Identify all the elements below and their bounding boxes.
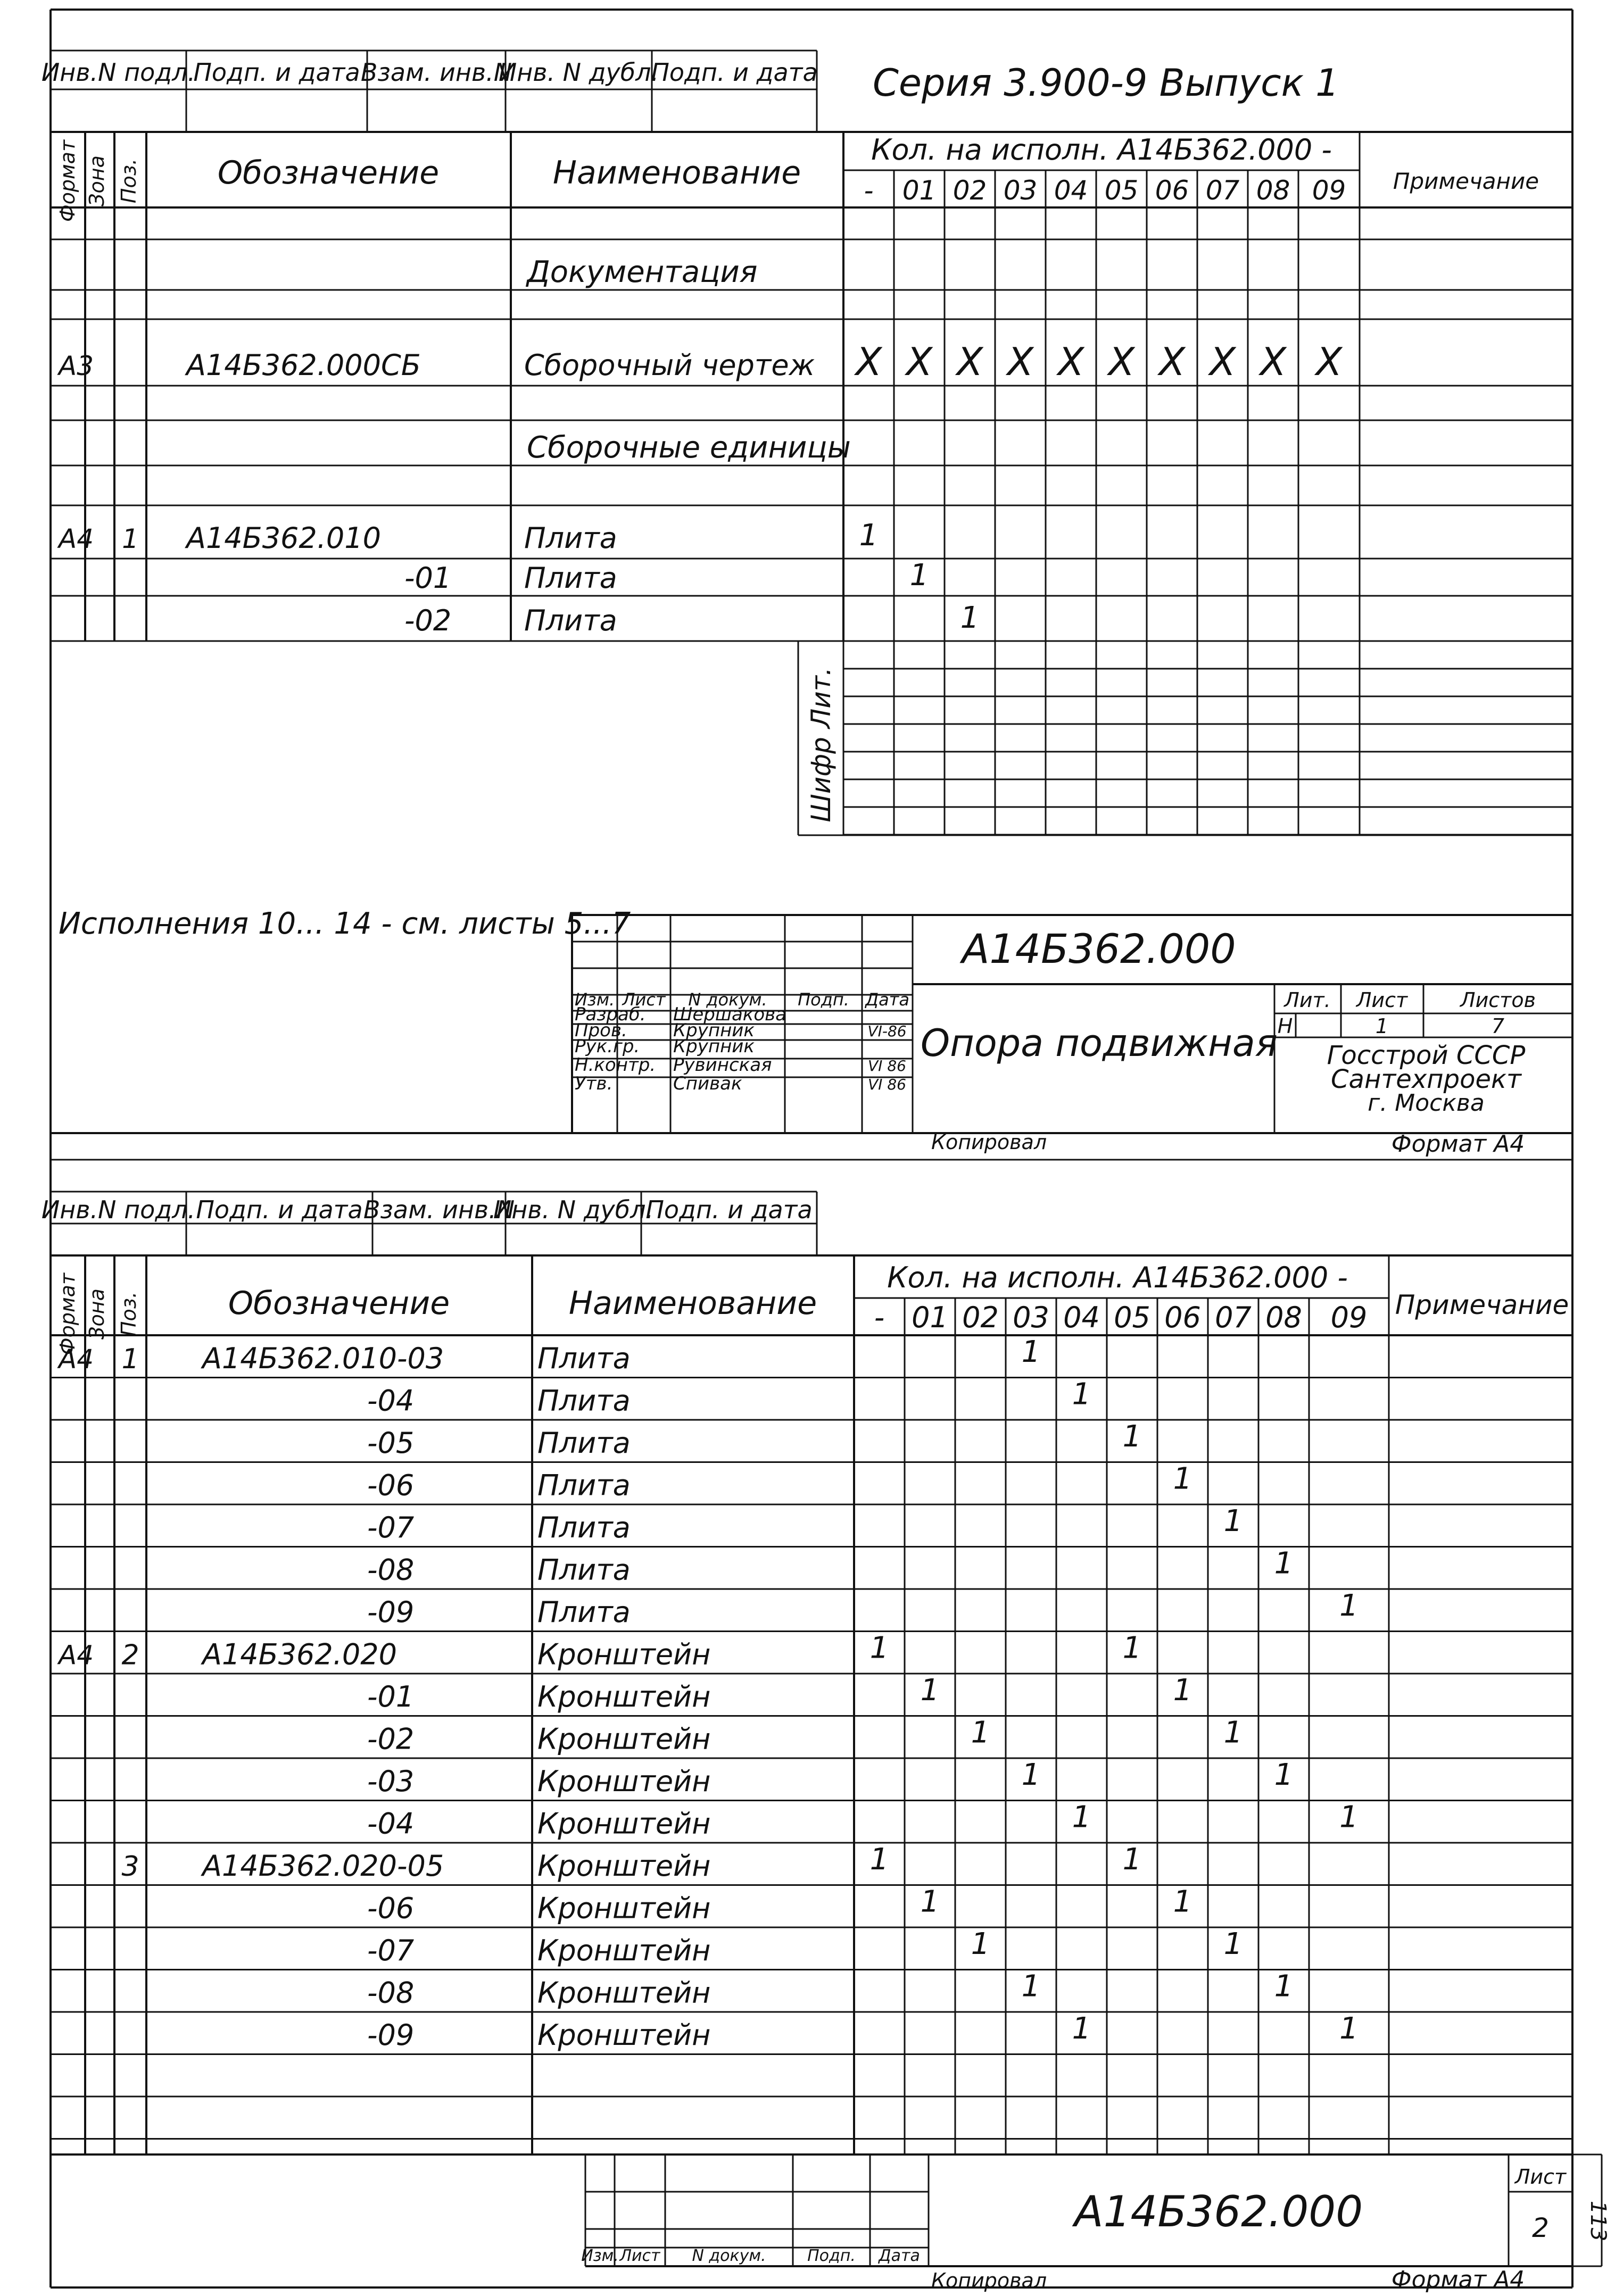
qty-mark: 1 xyxy=(1274,1546,1294,1581)
note-header: Примечание xyxy=(1395,1290,1569,1320)
row-designation: А14Б362.020-05 xyxy=(202,1849,444,1883)
row-designation: -01 xyxy=(367,1680,415,1713)
variant-header-5: 05 xyxy=(1114,1301,1150,1334)
row-designation: -08 xyxy=(367,1976,415,2010)
row-format: А3 xyxy=(59,351,94,381)
section-documentation: Документация xyxy=(527,255,758,289)
qty-mark: 1 xyxy=(1122,1631,1142,1666)
title-person: Спивак xyxy=(673,1073,742,1094)
format-header: Формат xyxy=(56,1272,79,1355)
sheet-value: 1 xyxy=(1375,1014,1389,1038)
variant-header-9: 09 xyxy=(1330,1301,1368,1334)
pos-header: Поз. xyxy=(117,158,140,204)
row-name: Плита xyxy=(537,1595,631,1629)
qty-mark: 1 xyxy=(1223,1927,1243,1961)
variant-header-2: 02 xyxy=(953,175,987,206)
title-role: Утв. xyxy=(575,1073,613,1094)
row-designation: -07 xyxy=(367,1511,415,1544)
qty-mark: X xyxy=(1007,339,1034,384)
row-designation: -08 xyxy=(367,1553,415,1587)
title-col-header: Дата xyxy=(865,989,909,1010)
qty-mark: X xyxy=(906,339,933,384)
row-format: А4 xyxy=(59,1344,94,1375)
qty-mark: 1 xyxy=(1072,1800,1091,1835)
qty-mark: 1 xyxy=(1223,1715,1243,1750)
copied-label: Копировал xyxy=(931,1130,1047,1154)
bottom-col-header: Подп. xyxy=(807,2247,856,2265)
row-designation: -09 xyxy=(367,1595,415,1629)
title-col-header: Изм. xyxy=(574,989,615,1010)
row-pos: 1 xyxy=(122,523,139,554)
row-name: Плита xyxy=(524,604,617,637)
qty-mark: 1 xyxy=(1274,1969,1294,2004)
row-designation: -02 xyxy=(404,604,452,637)
qty-mark: X xyxy=(956,339,983,384)
bottom-col-header: Дата xyxy=(879,2247,920,2265)
bottom-col-header: Изм. xyxy=(581,2247,619,2265)
qty-mark: 1 xyxy=(1021,1969,1041,2004)
title-col-header: N докум. xyxy=(688,989,767,1010)
zone-header: Зона xyxy=(85,155,109,206)
qty-mark: 1 xyxy=(1339,2011,1359,2046)
format-header: Формат xyxy=(56,139,79,222)
doc-number: А14Б362.000 xyxy=(962,925,1236,972)
qty-mark: X xyxy=(855,339,882,384)
row-format: А4 xyxy=(59,1640,94,1671)
sheet-label: Лист xyxy=(1356,988,1408,1012)
row-name: Плита xyxy=(537,1468,631,1502)
note-header: Примечание xyxy=(1393,168,1539,194)
variant-header-3: 03 xyxy=(1013,1301,1049,1334)
sheet-texts xyxy=(42,58,1610,2293)
variant-header-6: 06 xyxy=(1155,175,1189,206)
bottom-sheet-label: Лист xyxy=(1514,2165,1567,2189)
bottom-sheet-value: 2 xyxy=(1532,2212,1549,2243)
title-person: Шершакова xyxy=(673,1004,787,1025)
qty-mark: 1 xyxy=(920,1673,940,1708)
doc-title: Опора подвижная xyxy=(921,1021,1278,1065)
stamp-top-cell: Подп. и дата xyxy=(645,1195,813,1224)
qty-mark: 1 xyxy=(1021,1335,1041,1369)
variant-header-9: 09 xyxy=(1312,175,1346,206)
stamp-top-cell: Инв.N подл. xyxy=(41,58,196,87)
qty-mark: X xyxy=(1158,339,1186,384)
row-designation: -05 xyxy=(367,1426,415,1460)
row-designation: -09 xyxy=(367,2018,415,2052)
row-designation: -04 xyxy=(367,1807,415,1841)
row-name: Кронштейн xyxy=(537,1976,711,2010)
margin-page-number: 113 xyxy=(1586,2200,1610,2242)
qty-mark: 1 xyxy=(920,1884,940,1919)
row-designation: -06 xyxy=(367,1891,415,1925)
stamp-top-cell: Взам. инв.N xyxy=(363,1195,515,1224)
row-designation: -04 xyxy=(367,1384,415,1418)
title-person: Крупник xyxy=(673,1020,755,1041)
title-col-header: Подп. xyxy=(798,989,849,1010)
variant-header-0: - xyxy=(874,1301,885,1334)
row-designation: -02 xyxy=(367,1722,415,1756)
qty-mark: X xyxy=(1315,339,1343,384)
qty-mark: 1 xyxy=(1223,1504,1243,1538)
row-designation: А14Б362.010-03 xyxy=(202,1342,444,1375)
stamp-top-cell: Инв.N подл. xyxy=(41,1195,196,1224)
copied-label-2: Копировал xyxy=(931,2269,1047,2292)
row-name: Кронштейн xyxy=(537,1934,711,1967)
format-label-2: Формат А4 xyxy=(1391,2266,1525,2293)
section-units: Сборочные единицы xyxy=(527,430,851,465)
stamp-top-cell: Инв. N дубл. xyxy=(498,58,659,87)
org-line-2: Сантехпроект xyxy=(1331,1064,1521,1094)
title-role: Пров. xyxy=(575,1020,627,1041)
qty-mark: 1 xyxy=(869,1631,889,1666)
qty-mark: 1 xyxy=(1021,1758,1041,1792)
row-name: Плита xyxy=(537,1342,631,1375)
qty-mark: 1 xyxy=(1122,1842,1142,1877)
series-note: Серия 3.900-9 Выпуск 1 xyxy=(873,61,1339,105)
row-name: Плита xyxy=(537,1553,631,1587)
variant-header-1: 01 xyxy=(912,1301,948,1334)
qty-mark: 1 xyxy=(971,1927,990,1961)
lit-value: Н xyxy=(1277,1014,1293,1038)
qty-mark: X xyxy=(1260,339,1287,384)
variant-header-4: 04 xyxy=(1063,1301,1100,1334)
row-name: Плита xyxy=(524,561,617,595)
stamp-top-cell: Подп. и дата xyxy=(196,1195,363,1224)
stamp-top-cell: Инв. N дубл. xyxy=(493,1195,654,1224)
title-person: Крупник xyxy=(673,1036,755,1057)
qty-mark: 1 xyxy=(909,558,929,593)
qty-mark: 1 xyxy=(1173,1461,1192,1496)
qty-mark: 1 xyxy=(869,1842,889,1877)
name-header: Наименование xyxy=(568,1285,817,1322)
row-name: Кронштейн xyxy=(537,1891,711,1925)
qty-mark: 1 xyxy=(1122,1419,1142,1454)
row-name: Кронштейн xyxy=(537,1637,711,1671)
format-label: Формат А4 xyxy=(1391,1130,1525,1158)
lit-label: Лит. xyxy=(1284,988,1331,1012)
title-role: Рук.гр. xyxy=(575,1036,640,1057)
variant-header-8: 08 xyxy=(1256,175,1290,206)
qty-mark: 1 xyxy=(1173,1884,1192,1919)
row-designation: А14Б362.000СБ xyxy=(186,348,421,382)
qty-mark: 1 xyxy=(1173,1673,1192,1708)
title-date: VI-86 xyxy=(867,1022,907,1040)
row-name: Кронштейн xyxy=(537,1849,711,1883)
variant-header-7: 07 xyxy=(1215,1301,1252,1334)
variant-header-5: 05 xyxy=(1104,175,1139,206)
qty-mark: 1 xyxy=(859,518,879,553)
bottom-col-header: Лист xyxy=(619,2247,660,2265)
title-date: VI 86 xyxy=(868,1057,906,1075)
name-header: Наименование xyxy=(552,154,801,192)
row-name: Кронштейн xyxy=(537,1680,711,1713)
variant-header-8: 08 xyxy=(1265,1301,1302,1334)
row-pos: 3 xyxy=(121,1851,139,1883)
qty-mark: 1 xyxy=(971,1715,990,1750)
designation-header: Обозначение xyxy=(217,154,440,192)
row-name: Плита xyxy=(537,1384,631,1418)
cipher-label: Шифр Лит. xyxy=(806,667,837,822)
qty-mark: 1 xyxy=(1072,2011,1091,2046)
qty-header: Кол. на исполн. А14Б362.000 - xyxy=(871,133,1332,167)
row-name: Сборочный чертеж xyxy=(524,348,815,382)
row-name: Кронштейн xyxy=(537,1765,711,1798)
title-role: Разраб. xyxy=(575,1004,646,1025)
qty-mark: 1 xyxy=(1072,1377,1091,1412)
row-pos: 1 xyxy=(121,1343,139,1375)
pos-header: Поз. xyxy=(117,1291,140,1337)
row-name: Плита xyxy=(524,521,617,555)
variant-header-1: 01 xyxy=(902,175,937,206)
designation-header: Обозначение xyxy=(228,1285,450,1322)
variant-header-0: - xyxy=(864,175,874,206)
row-pos: 2 xyxy=(121,1639,139,1671)
variant-header-3: 03 xyxy=(1003,175,1038,206)
bottom-doc-number: А14Б362.000 xyxy=(1074,2187,1363,2236)
stamp-top-cell: Взам. инв.N xyxy=(360,58,512,87)
title-date: VI 86 xyxy=(868,1076,906,1093)
title-col-header: Лист xyxy=(622,989,666,1010)
qty-mark: X xyxy=(1057,339,1084,384)
row-name: Кронштейн xyxy=(537,2018,711,2052)
row-name: Кронштейн xyxy=(537,1722,711,1756)
row-designation: -07 xyxy=(367,1934,415,1967)
org-line-1: Госстрой СССР xyxy=(1327,1041,1526,1070)
row-designation: -03 xyxy=(367,1765,415,1798)
row-name: Плита xyxy=(537,1426,631,1460)
zone-header: Зона xyxy=(85,1288,109,1340)
stamp-top-cell: Подп. и дата xyxy=(651,58,818,87)
qty-header: Кол. на исполн. А14Б362.000 - xyxy=(887,1261,1348,1294)
sheets-label: Листов xyxy=(1460,988,1536,1012)
row-designation: -01 xyxy=(404,561,452,595)
row-name: Плита xyxy=(537,1511,631,1544)
sheets-value: 7 xyxy=(1491,1014,1505,1038)
qty-mark: 1 xyxy=(1339,1800,1359,1835)
stamp-top-cell: Подп. и дата xyxy=(193,58,360,87)
row-designation: -06 xyxy=(367,1468,415,1502)
row-format: А4 xyxy=(59,523,94,554)
row-designation: А14Б362.010 xyxy=(186,521,382,555)
executions-note: Исполнения 10... 14 - см. листы 5...7 xyxy=(59,906,631,941)
variant-header-6: 06 xyxy=(1164,1301,1201,1334)
row-designation: А14Б362.020 xyxy=(202,1637,397,1671)
qty-mark: 1 xyxy=(1274,1758,1294,1792)
title-person: Рувинская xyxy=(673,1054,772,1076)
bottom-col-header: N докум. xyxy=(692,2247,766,2265)
row-name: Кронштейн xyxy=(537,1807,711,1841)
qty-mark: 1 xyxy=(960,601,980,635)
org-line-3: г. Москва xyxy=(1368,1089,1485,1117)
title-role: Н.контр. xyxy=(575,1054,656,1076)
variant-header-7: 07 xyxy=(1205,175,1240,206)
qty-mark: X xyxy=(1209,339,1236,384)
variant-header-2: 02 xyxy=(962,1301,999,1334)
qty-mark: X xyxy=(1108,339,1135,384)
qty-mark: 1 xyxy=(1339,1588,1359,1623)
variant-header-4: 04 xyxy=(1054,175,1088,206)
